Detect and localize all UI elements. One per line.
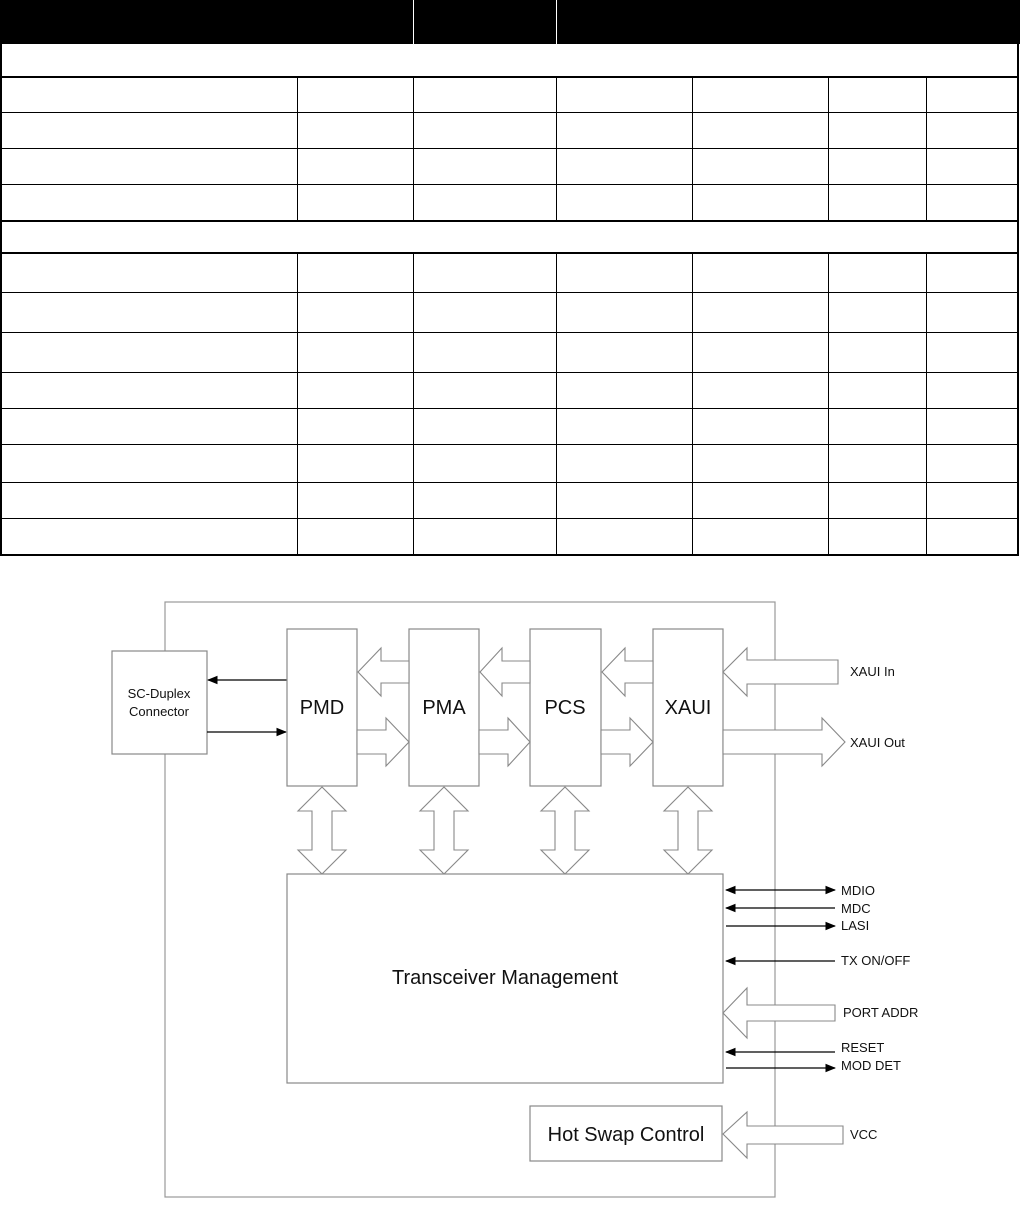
- mdc-label: MDC: [841, 901, 871, 916]
- transceiver-block-diagram: [0, 556, 1020, 1228]
- vcc-bus-arrow: [723, 1112, 843, 1158]
- table-rule: [0, 482, 1019, 483]
- vcc-label: VCC: [850, 1127, 878, 1142]
- table-rule: [0, 444, 1019, 445]
- column-divider: [926, 77, 927, 221]
- sc-duplex-connector: [112, 651, 207, 754]
- table-rule: [0, 76, 1019, 78]
- xaui-out-label: XAUI Out: [850, 735, 905, 750]
- table-rule: [0, 112, 1019, 113]
- column-divider: [926, 253, 927, 555]
- column-divider: [297, 77, 298, 221]
- column-divider: [692, 253, 693, 555]
- arrow-xaui-in: [723, 648, 838, 696]
- column-divider: [297, 253, 298, 555]
- port-addr-bus-arrow: [723, 988, 835, 1038]
- connector-label-line2: Connector: [129, 704, 189, 719]
- table-rule: [0, 372, 1019, 373]
- mdio-label: MDIO: [841, 883, 875, 898]
- table-rule: [0, 332, 1019, 333]
- table-rule: [0, 148, 1019, 149]
- table-rule: [0, 408, 1019, 409]
- column-divider: [828, 253, 829, 555]
- management-label: Transceiver Management: [391, 967, 619, 989]
- table-header-row: [0, 0, 1020, 44]
- block-pcs-label: PCS: [544, 697, 586, 719]
- spec-table: [0, 0, 1020, 556]
- column-divider: [413, 77, 414, 221]
- transceiver-management-block: [287, 874, 723, 1083]
- column-divider: [556, 77, 557, 221]
- lasi-label: LASI: [841, 918, 870, 933]
- table-border-left: [0, 44, 2, 556]
- table-rule: [0, 220, 1019, 222]
- block-pma: [409, 629, 479, 786]
- table-rule: [0, 252, 1019, 254]
- tx-on-off-label: TX ON/OFF: [841, 953, 911, 968]
- mod-det-label: MOD DET: [841, 1058, 901, 1073]
- header-divider: [413, 0, 414, 44]
- column-divider: [413, 253, 414, 555]
- table-border-right: [1017, 44, 1019, 556]
- block-pmd: [287, 629, 357, 786]
- port-addr-label: PORT ADDR: [843, 1005, 919, 1020]
- block-xaui-label: XAUI: [664, 697, 712, 719]
- table-rule: [0, 184, 1019, 185]
- xaui-in-label: XAUI In: [850, 664, 895, 679]
- hotswap-label: Hot Swap Control: [547, 1124, 705, 1146]
- hot-swap-control-block: [530, 1106, 722, 1161]
- header-divider: [556, 0, 557, 44]
- reset-label: RESET: [841, 1040, 885, 1055]
- block-pma-label: PMA: [422, 697, 466, 719]
- block-pcs: [530, 629, 601, 786]
- table-rule: [0, 518, 1019, 519]
- block-pmd-label: PMD: [299, 697, 345, 719]
- column-divider: [556, 253, 557, 555]
- table-rule: [0, 292, 1019, 293]
- column-divider: [692, 77, 693, 221]
- connector-label-line1: SC-Duplex: [127, 686, 191, 701]
- block-xaui: [653, 629, 723, 786]
- column-divider: [828, 77, 829, 221]
